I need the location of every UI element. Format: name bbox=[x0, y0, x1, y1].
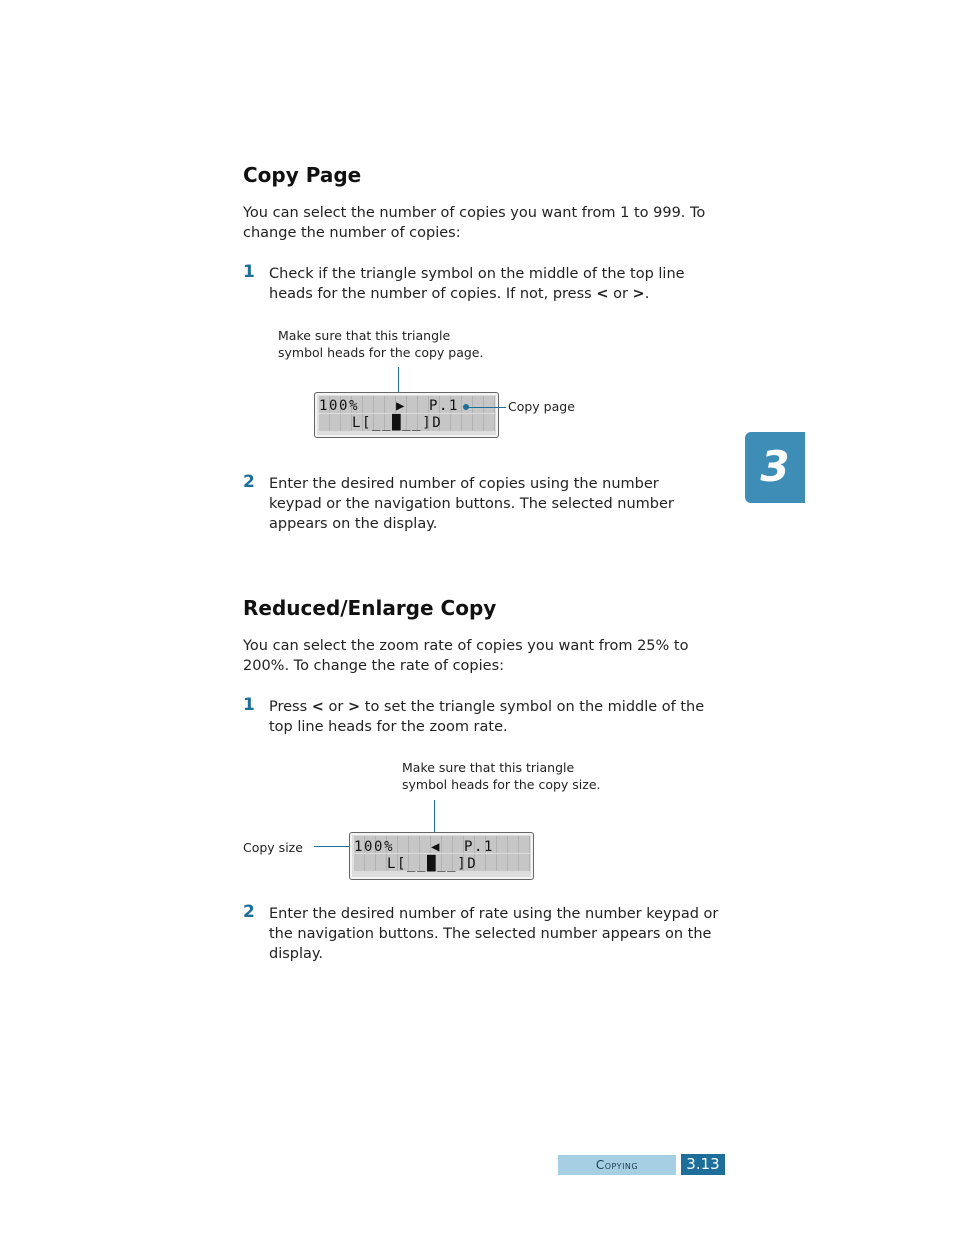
triangle-note: Make sure that this triangle symbol heads for the copy size. bbox=[402, 760, 601, 792]
step-text-press: Press bbox=[269, 699, 312, 715]
footer-chapter-text: Copying bbox=[595, 1158, 639, 1172]
step-text-end: . bbox=[644, 286, 650, 302]
reduce-enlarge-intro: You can select the zoom rate of copies you want from 25% to 200%. To change the rate of copies: bbox=[243, 638, 689, 674]
callout-line bbox=[468, 407, 506, 408]
callout-line bbox=[314, 846, 352, 847]
step-number: 1 bbox=[243, 695, 255, 715]
step-text-part: Check if the triangle symbol on the middle of the top line heads for the number of copies. If not, press bbox=[269, 266, 685, 302]
step-text bbox=[269, 264, 719, 304]
right-key: > bbox=[632, 286, 645, 302]
lcd-display-copy-size bbox=[349, 832, 534, 880]
copy-page-label: Copy page bbox=[508, 399, 575, 414]
chapter-tab: 3 bbox=[745, 432, 805, 503]
lcd-triangle-icon: ▶ bbox=[396, 398, 407, 414]
lcd-line1-right: P.1 bbox=[429, 398, 460, 414]
lcd-line1-left: 100% bbox=[354, 839, 395, 855]
footer-page-number: 3.13 bbox=[681, 1154, 725, 1175]
section-title-reduced-enlarge: Reduced/Enlarge Copy bbox=[243, 596, 497, 620]
left-key: < bbox=[596, 286, 609, 302]
lcd-line1-left: 100% bbox=[319, 398, 360, 414]
step-text bbox=[269, 697, 724, 737]
section-title-copy-page: Copy Page bbox=[243, 163, 362, 187]
step-number: 2 bbox=[243, 472, 255, 492]
copy-page-intro: You can select the number of copies you want from 1 to 999. To change the number of copies: bbox=[243, 205, 706, 241]
left-key: < bbox=[311, 699, 324, 715]
lcd-line2: L[__█__]D bbox=[387, 856, 478, 872]
lcd-line1-right: P.1 bbox=[464, 839, 495, 855]
step-text-part: to set the triangle symbol on the middle of the top line heads for the zoom rate. bbox=[269, 699, 705, 735]
lcd-display-copy-page bbox=[314, 392, 499, 438]
triangle-note: Make sure that this triangle symbol heads for the copy page. bbox=[278, 328, 484, 360]
step-text-or: or bbox=[323, 699, 348, 715]
lcd-line2: L[__█__]D bbox=[352, 415, 443, 431]
footer-chapter-label bbox=[558, 1155, 676, 1175]
step-text: Enter the desired number of copies using the number keypad or the navigation buttons. The selected number appears on the display. bbox=[269, 476, 674, 532]
copy-size-label: Copy size bbox=[243, 840, 303, 855]
step-text-or: or bbox=[608, 286, 633, 302]
step-number: 2 bbox=[243, 902, 255, 922]
step-number: 1 bbox=[243, 262, 255, 282]
right-key: > bbox=[348, 699, 361, 715]
step-text: Enter the desired number of rate using the number keypad or the navigation buttons. The selected number appears on the display. bbox=[269, 906, 719, 962]
lcd-triangle-icon: ◀ bbox=[431, 839, 442, 855]
